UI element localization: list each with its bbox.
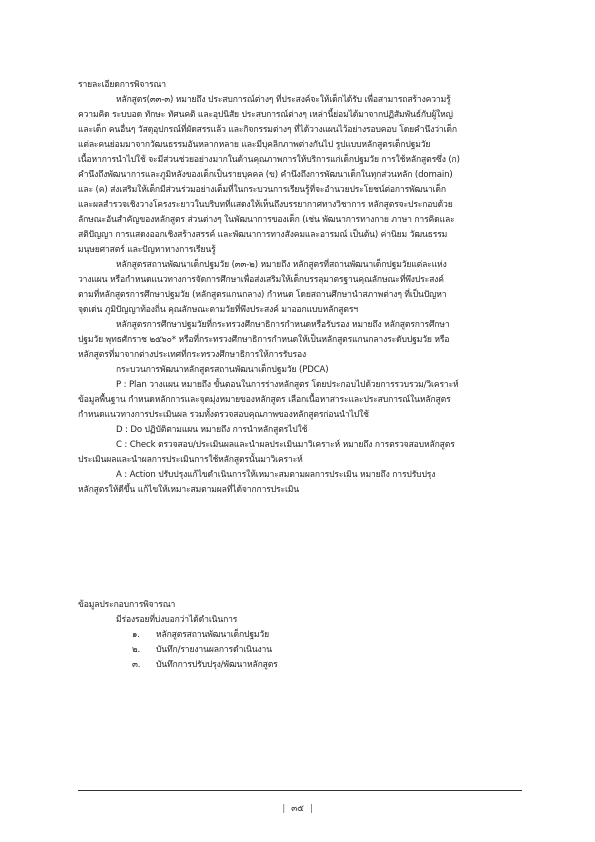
paragraph-line: วางแผน หรือกำหนดแนวทางการจัดการศึกษาเพื่อส่งเสริมให้เด็กบรรลุมาตรฐานคุณลักษณะที่พึงประสงค์ (78, 275, 444, 285)
evidence-intro: มีร่องรอยที่บ่งบอกว่าได้ดำเนินการ (116, 615, 238, 625)
paragraph-line: หลักสูตรสถานพัฒนาเด็กปฐมวัย (๓๓-๒) หมายถึง หลักสูตรที่สถานพัฒนาเด็กปฐมวัยแต่ละแห่ง (116, 260, 447, 270)
page-number-right-bar: | (309, 804, 313, 814)
paragraph-line: และผลสำรวจเชิงวางโครงระยาวในบริบทที่แสดงให้เห็นถึงบรรยากาศทางวิชาการ หลักสูตรจะประกอบด้วย (78, 200, 453, 210)
section-details (78, 78, 522, 498)
list-item-text: บันทึก/รายงานผลการดำเนินงาน (156, 645, 272, 655)
pdca-act-line: หลักสูตรให้ดีขึ้น แก้ไขให้เหมาะสมตามผลที่ได้จากการประเมิน (78, 485, 299, 495)
list-item-text: หลักสูตรสถานพัฒนาเด็กปฐมวัย (156, 630, 269, 640)
paragraph-line: มนุษยศาสตร์ และปัญหาทางการเรียนรู้ (78, 245, 216, 255)
paragraph-line: ตามที่หลักสูตรการศึกษาปฐมวัย (หลักสูตรแกนกลาง) กำหนด โดยสถานศึกษานำสภาพต่างๆ ที่เป็นปัญหา (78, 290, 447, 300)
page-number-left-bar: | (282, 804, 286, 814)
paragraph-line: และ (ค) ส่งเสริมให้เด็กมีส่วนร่วมอย่างเต็มที่ในกระบวนการเรียนรู้ที่จะอำนวยประโยชน์ต่อการพัฒนาเด็ก (78, 185, 446, 195)
list-item-number: ๓. (132, 660, 141, 670)
pdca-check-line: ประเมินผลและนำผลการประเมินการใช้หลักสูตรนั้นมาวิเคราะห์ (78, 455, 303, 465)
pdca-check-line: C : Check ตรวจสอบ/ประเมินผลและนำผลประเมินมาวิเคราะห์ หมายถึง การตรวจสอบหลักสูตร (116, 440, 455, 450)
pdca-plan-line: P : Plan วางแผน หมายถึง ขั้นตอนในการร่างหลักสูตร โดยประกอบไปด้วยการรวบรวม/วิเคราะห์ (116, 380, 459, 390)
paragraph-line: และเด็ก คนอื่นๆ วัสดุอุปกรณ์ที่ผัดสรรแล้ว และกิจกรรมต่างๆ ที่ได้วางแผนไว้อย่างรอบคอบ โดยคำนึงว่าเด็ก (78, 125, 457, 135)
section-heading-details: รายละเอียดการพิจารณา (78, 80, 166, 90)
page-number-footer (0, 802, 595, 817)
paragraph-line: จุดเด่น ภูมิปัญญาท้องถิ่น คุณลักษณะตามวัยที่พึงประสงค์ มาออกแบบหลักสูตรฯ (78, 305, 358, 315)
paragraph-line: หลักสูตรที่มาจากต่างประเทศที่กระทรวงศึกษาธิการให้การรับรอง (78, 350, 307, 360)
pdca-title: กระบวนการพัฒนาหลักสูตรสถานพัฒนาเด็กปฐมวัย (PDCA) (116, 365, 329, 375)
section-heading-supporting-info: ข้อมูลประกอบการพิจารณา (78, 600, 176, 610)
section-supporting-info (78, 598, 522, 673)
list-item-number: ๑. (132, 630, 140, 640)
pdca-act-line: A : Action ปรับปรุงแก้ไขดำเนินการให้เหมาะสมตามผลการประเมิน หมายถึง การปรับปรุง (116, 470, 436, 480)
list-item (78, 658, 522, 673)
paragraph-line: หลักสูตร(๓๓-๓) หมายถึง ประสบการณ์ต่างๆ ที่ประสงค์จะให้เด็กได้รับ เพื่อสามารถสร้างความรู้ (116, 95, 451, 105)
paragraph-line: ความคิด ระบบอด ทักษะ ทัศนคติ และอุปนิสัย ประสบการณ์ต่างๆ เหล่านี้ย่อมได้มาจากปฏิสัมพันธ์กับผู้ใหญ่ (78, 110, 453, 120)
paragraph-line: ปฐมวัย พุทธศักราช ๒๕๖๐* หรือที่กระทรวงศึกษาธิการกำหนดให้เป็นหลักสูตรแกนกลางระดับปฐมวัย หรือ (78, 335, 450, 345)
paragraph-line: สติปัญญา การแสดงออกเชิงสร้างสรรค์ และพัฒนาการทางสังคมและอารมณ์ เป็นต้น) ค่านิยม วัฒนธรรม (78, 230, 448, 240)
list-item-number: ๒. (132, 645, 141, 655)
paragraph-line: แต่ละคนย่อมมาจากวัฒนธรรมอันหลากหลาย และมีบุคลิกภาพต่างกันไป รูปแบบหลักสูตรเด็กปฐมวัย (78, 140, 431, 150)
paragraph-line: คำนึงถึงพัฒนาการและภูมิหลังของเด็กเป็นรายบุคคล (ข) คำนึงถึงการพัฒนาเด็กในทุกส่วนหลัก (domain) (78, 170, 453, 180)
pdca-plan-line: กำหนดแนวทางการประเมินผล รวมทั้งตรวจสอบคุณภาพของหลักสูตรก่อนนำไปใช้ (78, 410, 369, 420)
pdca-do-line: D : Do ปฏิบัติตามแผน หมายถึง การนำหลักสูตรไปใช้ (116, 425, 308, 435)
page-number: ๓๕ (291, 804, 304, 814)
footer-divider (78, 790, 522, 791)
paragraph-line: หลักสูตรการศึกษาปฐมวัยที่กระทรวงศึกษาธิการกำหนดหรือรับรอง หมายถึง หลักสูตรการศึกษา (116, 320, 450, 330)
list-item-text: บันทึกการปรับปรุง/พัฒนาหลักสูตร (156, 660, 278, 670)
paragraph-line: ลักษณะอันสำคัญของหลักสูตร ส่วนต่างๆ ในพัฒนาการของเด็ก (เช่น พัฒนาการทางกาย ภาษา การคิดและ (78, 215, 455, 225)
list-item (78, 643, 522, 658)
paragraph-line: เนื้อหาการนำไปใช้ จะมีส่วนช่วยอย่างมากในด้านคุณภาพการให้บริการแก่เด็กปฐมวัย การใช้หลักสูตรซึ่ง (ก) (78, 155, 460, 165)
pdca-plan-line: ข้อมูลพื้นฐาน กำหนดหลักการและจุดมุ่งหมายของหลักสูตร เลือกเนื้อหาสาระและประสบการณ์ในหลักสูตร (78, 395, 451, 405)
list-item (78, 628, 522, 643)
